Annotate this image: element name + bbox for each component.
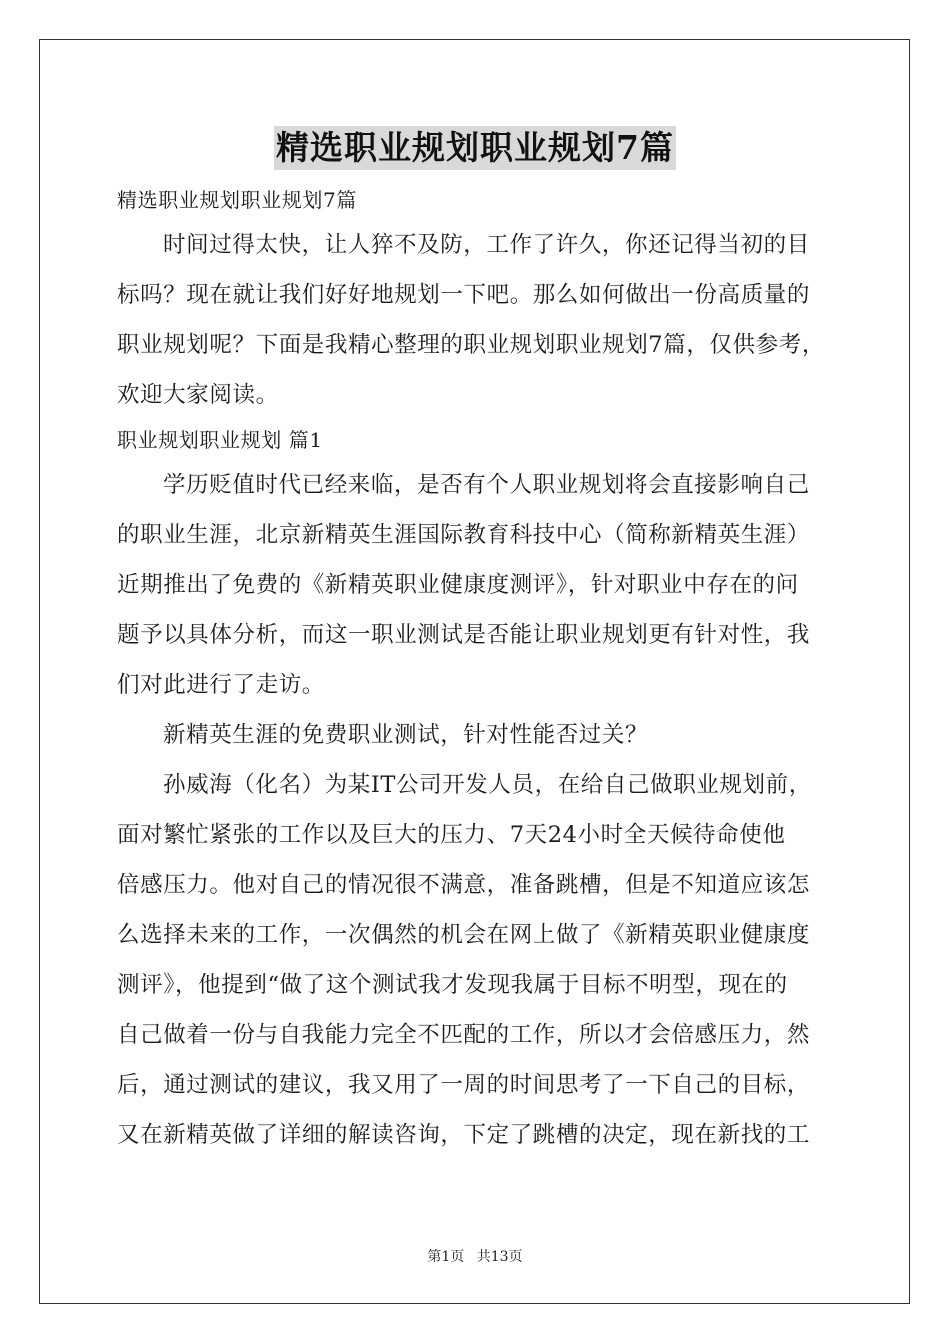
section-heading: 职业规划职业规划 篇1 xyxy=(117,428,323,452)
page-footer xyxy=(0,1246,950,1266)
paragraph-line: 学历贬值时代已经来临，是否有个人职业规划将会直接影响自己 xyxy=(163,472,810,498)
paragraph-line: 近期推出了免费的《新精英职业健康度测评》，针对职业中存在的问 xyxy=(117,572,799,598)
page-number: 第1页 xyxy=(427,1249,465,1265)
paragraph-line: 欢迎大家阅读。 xyxy=(117,382,279,408)
document-body xyxy=(117,180,837,1160)
paragraph-line: 面对繁忙紧张的工作以及巨大的压力、7天24小时全天候待命使他 xyxy=(117,822,786,848)
paragraph-line: 孙威海（化名）为某IT公司开发人员，在给自己做职业规划前， xyxy=(163,772,812,798)
document-subtitle: 精选职业规划职业规划7篇 xyxy=(117,188,357,212)
paragraph-line: 又在新精英做了详细的解读咨询，下定了跳槽的决定，现在新找的工 xyxy=(117,1122,811,1148)
paragraph-line: 的职业生涯，北京新精英生涯国际教育科技中心（简称新精英生涯） xyxy=(117,522,811,548)
paragraph-line: 新精英生涯的免费职业测试，针对性能否过关？ xyxy=(163,722,649,748)
paragraph-line: 么选择未来的工作，一次偶然的机会在网上做了《新精英职业健康度 xyxy=(117,922,811,948)
paragraph-line: 题予以具体分析，而这一职业测试是否能让职业规划更有针对性，我 xyxy=(117,622,811,648)
paragraph-line: 职业规划呢？下面是我精心整理的职业规划职业规划7篇，仅供参考， xyxy=(117,332,825,358)
paragraph-line: 们对此进行了走访。 xyxy=(117,672,325,698)
page-total: 共13页 xyxy=(476,1249,523,1265)
document-title-text: 精选职业规划职业规划7篇 xyxy=(274,126,676,170)
paragraph-line: 倍感压力。他对自己的情况很不满意，准备跳槽，但是不知道应该怎 xyxy=(117,872,811,898)
paragraph-line: 测评》，他提到“做了这个测试我才发现我属于目标不明型，现在的 xyxy=(117,972,788,998)
paragraph-line: 时间过得太快，让人猝不及防，工作了许久，你还记得当初的目 xyxy=(163,232,810,258)
paragraph-line: 后，通过测试的建议，我又用了一周的时间思考了一下自己的目标， xyxy=(117,1072,811,1098)
paragraph-line: 自己做着一份与自我能力完全不匹配的工作，所以才会倍感压力，然 xyxy=(117,1022,811,1048)
document-title xyxy=(0,126,950,170)
paragraph-line: 标吗？现在就让我们好好地规划一下吧。那么如何做出一份高质量的 xyxy=(117,282,811,308)
